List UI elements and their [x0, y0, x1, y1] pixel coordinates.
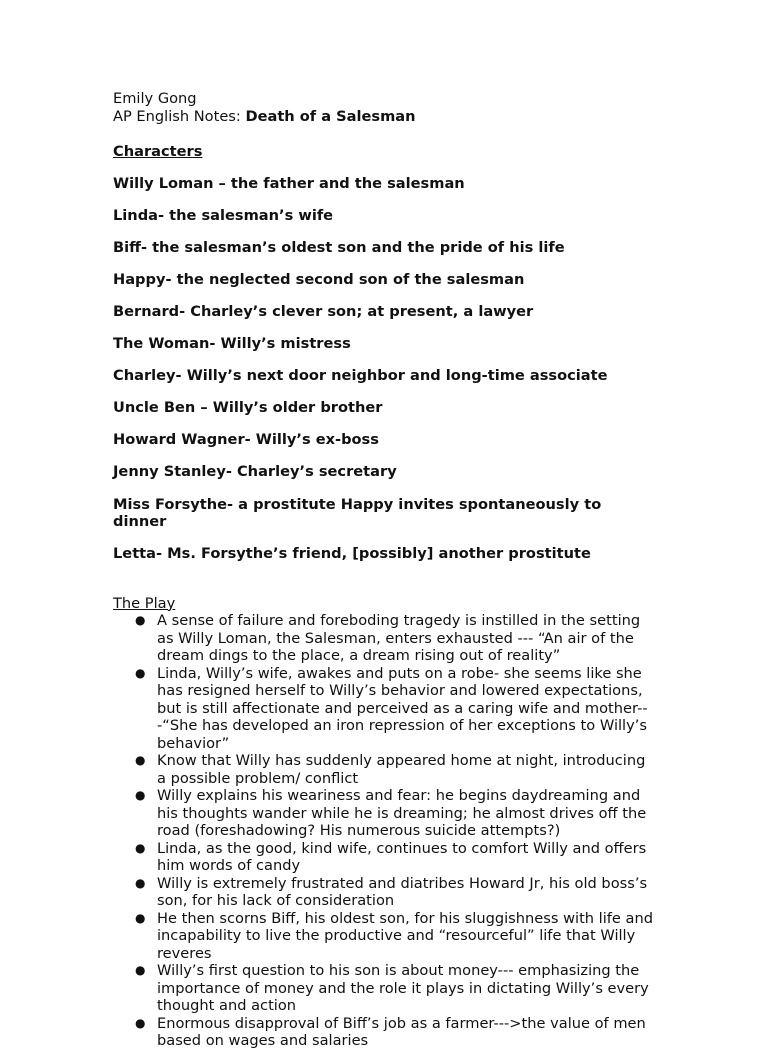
- list-item: [113, 752, 653, 787]
- list-item: [113, 665, 653, 753]
- bullet-icon: ●: [135, 963, 146, 978]
- list-item-text: Enormous disapproval of Biff’s job as a farmer--->the value of men based on wages and salaries: [157, 1014, 646, 1050]
- characters-list: [113, 175, 653, 563]
- list-item: [113, 910, 653, 963]
- bullet-icon: ●: [135, 910, 146, 925]
- play-bullet-list: [113, 612, 653, 1050]
- list-item-text: A sense of failure and foreboding tragedy is instilled in the setting as Willy Loman, the Salesman, enters exhausted --- “An air of the dream dings to the place, a dream rising out of reality”: [157, 612, 641, 665]
- list-item-text: Willy’s first question to his son is about money--- emphasizing the importance of money and the role it plays in dictating Willy’s every thought and action: [157, 962, 649, 1015]
- character-item: Howard Wagner- Willy’s ex-boss: [113, 431, 379, 449]
- list-item-text: Linda, as the good, kind wife, continues to comfort Willy and offers him words of candy: [157, 839, 647, 875]
- bullet-icon: ●: [135, 875, 146, 890]
- bullet-icon: ●: [135, 613, 146, 628]
- list-item: [113, 1015, 653, 1050]
- list-item-text: Willy is extremely frustrated and diatribes Howard Jr, his old boss’s son, for his lack of consideration: [157, 874, 648, 910]
- notes-title-line: [113, 108, 653, 126]
- character-item: Willy Loman – the father and the salesman: [113, 174, 465, 192]
- list-item: [113, 787, 653, 840]
- bullet-icon: ●: [135, 753, 146, 768]
- character-item: Linda- the salesman’s wife: [113, 206, 334, 224]
- list-item: [113, 875, 653, 910]
- character-item: Biff- the salesman’s oldest son and the pride of his life: [113, 238, 565, 256]
- character-item: Miss Forsythe- a prostitute Happy invites spontaneously to dinner: [113, 495, 602, 531]
- list-item: [113, 840, 653, 875]
- play-heading: The Play: [113, 594, 176, 612]
- notes-title: Death of a Salesman: [245, 107, 416, 125]
- character-item: Jenny Stanley- Charley’s secretary: [113, 463, 397, 481]
- character-item: Uncle Ben – Willy’s older brother: [113, 399, 383, 417]
- list-item: [113, 612, 653, 665]
- author-name: Emily Gong: [113, 90, 197, 107]
- character-item: Letta- Ms. Forsythe’s friend, [possibly] another prostitute: [113, 545, 591, 563]
- spacer: [113, 125, 653, 143]
- spacer: [113, 577, 653, 595]
- character-item: The Woman- Willy’s mistress: [113, 335, 351, 353]
- list-item-text: Linda, Willy’s wife, awakes and puts on a robe- she seems like she has resigned herself to Willy’s behavior and lowered expectations, but is still affectionate and perceived as a caring wife and mother---“She has developed an iron repression of her exceptions to Willy’s behavior”: [157, 664, 648, 752]
- character-item: Charley- Willy’s next door neighbor and long-time associate: [113, 367, 608, 385]
- bullet-icon: ●: [135, 665, 146, 680]
- document-page: [113, 90, 653, 1050]
- list-item-text: Willy explains his weariness and fear: he begins daydreaming and his thoughts wander while he is dreaming; he almost drives off the road (foreshadowing? His numerous suicide attempts?): [157, 787, 647, 840]
- character-item: Happy- the neglected second son of the salesman: [113, 270, 525, 288]
- list-item-text: Know that Willy has suddenly appeared home at night, introducing a possible problem/ conflict: [157, 752, 646, 787]
- bullet-icon: ●: [135, 840, 146, 855]
- character-item: Bernard- Charley’s clever son; at present, a lawyer: [113, 302, 534, 320]
- bullet-icon: ●: [135, 788, 146, 803]
- list-item: [113, 962, 653, 1015]
- characters-heading: Characters: [113, 142, 203, 160]
- notes-prefix: AP English Notes:: [113, 107, 246, 125]
- bullet-icon: ●: [135, 1015, 146, 1030]
- list-item-text: He then scorns Biff, his oldest son, for his sluggishness with life and incapability to live the productive and “resourceful” life that Willy reveres: [157, 909, 654, 962]
